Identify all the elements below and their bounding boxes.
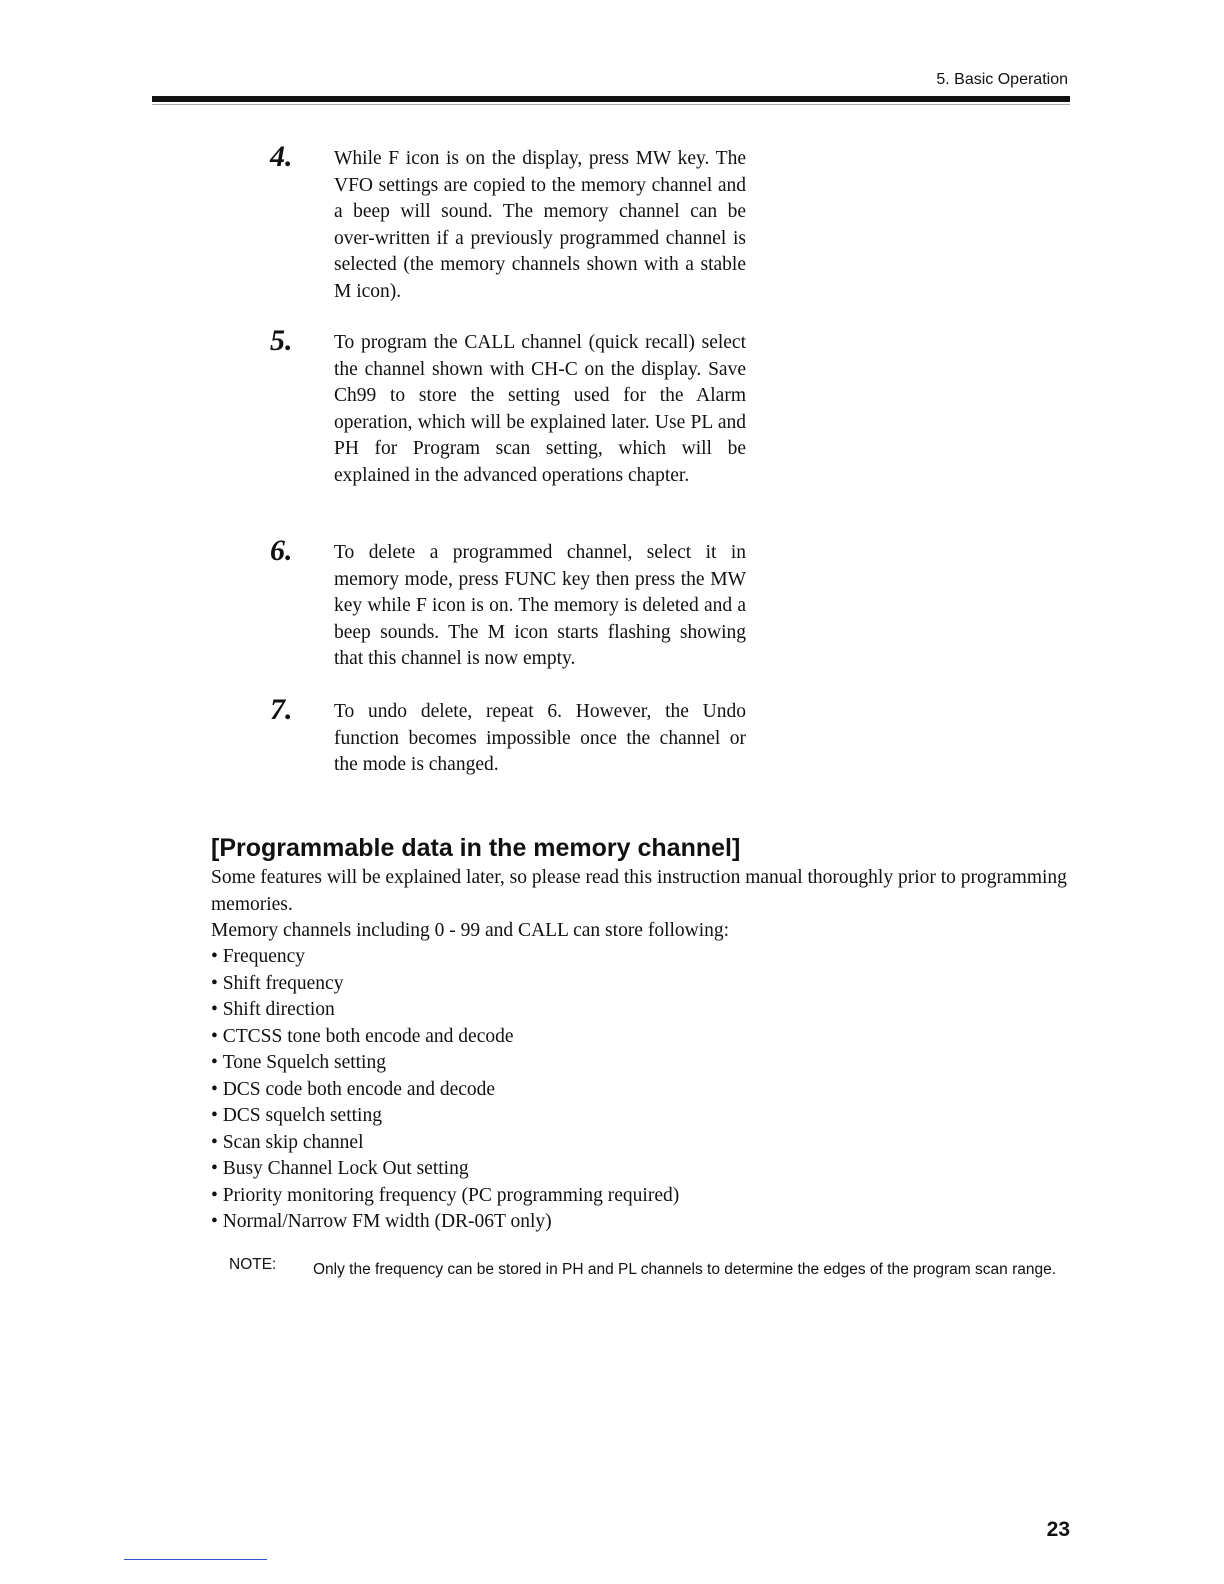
header-rule [152, 96, 1070, 102]
step-number: 7. [270, 693, 293, 726]
header-rule-thin [152, 104, 1070, 105]
page-number: 23 [1046, 1518, 1070, 1541]
step-text: To program the CALL channel (quick recall) select the channel shown with CH-C on the display. Save Ch99 to store the setting used for the Alarm operation, which will be explained later. Use PL and PH for Program scan setting, which will be explained in the advanced operations chapter. [334, 332, 746, 486]
list-item: • Busy Channel Lock Out setting [211, 1156, 679, 1183]
section-header: 5. Basic Operation [936, 71, 1068, 88]
step-text: To delete a programmed channel, select it in memory mode, press FUNC key then press the MW key while F icon is on. The memory is deleted and a beep sounds. The M icon starts flashing showing that this channel is now empty. [334, 542, 746, 669]
step-text: While F icon is on the display, press MW key. The VFO settings are copied to the memory channel and a beep will sound. The memory channel can be over-written if a previously programmed channel is selected (the memory channels shown with a stable M icon). [334, 148, 746, 302]
intro-paragraph: Some features will be explained later, so please read this instruction manual thoroughly prior to programming memories. [211, 867, 1067, 915]
list-item: • Priority monitoring frequency (PC programming required) [211, 1183, 679, 1210]
list-item: • Normal/Narrow FM width (DR-06T only) [211, 1209, 679, 1236]
list-item: • DCS code both encode and decode [211, 1077, 679, 1104]
list-item: • Shift frequency [211, 971, 679, 998]
list-item: • Shift direction [211, 997, 679, 1024]
section-title: [Programmable data in the memory channel] [211, 834, 741, 862]
list-item: • CTCSS tone both encode and decode [211, 1024, 679, 1051]
note-text: Only the frequency can be stored in PH and PL channels to determine the edges of the program scan range. [313, 1261, 1057, 1278]
list-item: • DCS squelch setting [211, 1103, 679, 1130]
list-item: • Tone Squelch setting [211, 1050, 679, 1077]
intro-lead: Memory channels including 0 - 99 and CALL can store following: [211, 920, 730, 941]
footer-rule [124, 1559, 267, 1560]
step-number: 5. [270, 324, 293, 357]
feature-list [211, 944, 679, 1236]
list-item: • Scan skip channel [211, 1130, 679, 1157]
list-item: • Frequency [211, 944, 679, 971]
section-intro [211, 865, 1071, 945]
step-number: 4. [270, 140, 293, 173]
step-number: 6. [270, 534, 293, 567]
step-text: To undo delete, repeat 6. However, the Undo function becomes impossible once the channel or the mode is changed. [334, 701, 746, 775]
note-label: NOTE: [229, 1256, 277, 1273]
